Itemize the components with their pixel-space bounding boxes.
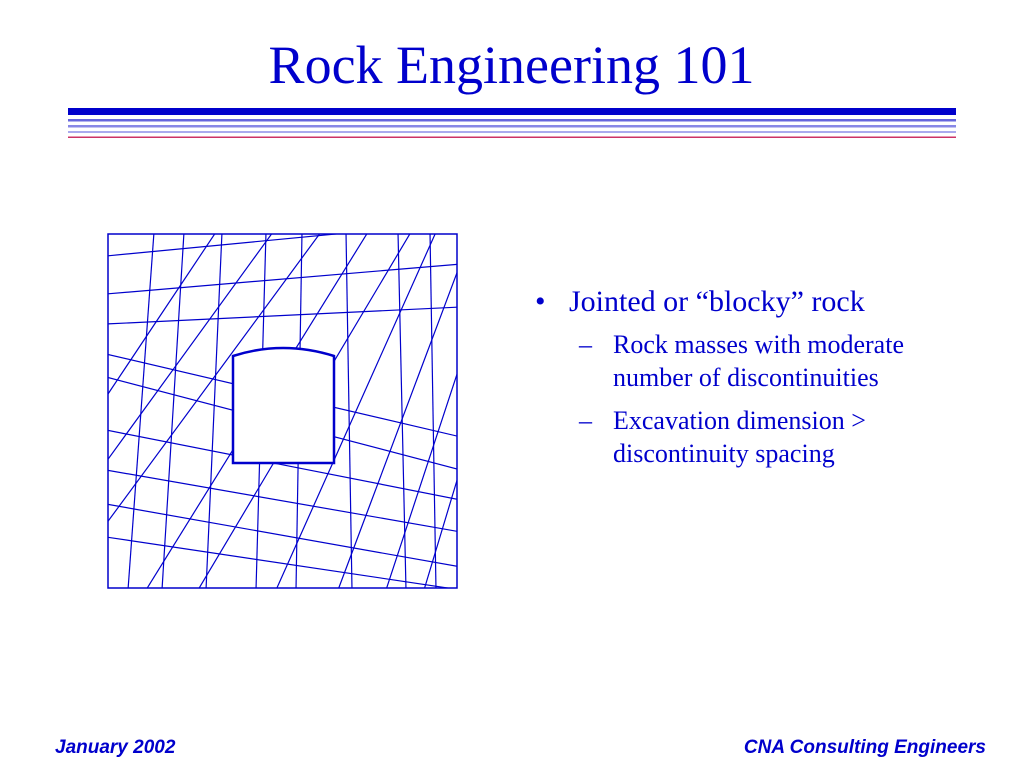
slide-title: Rock Engineering 101 [268, 35, 755, 95]
sub-bullet-text: Rock masses with moderate number of discontinuities [613, 330, 904, 392]
sub-bullet-symbol: – [579, 406, 592, 435]
excavation-opening [233, 348, 334, 463]
footer-company: CNA Consulting Engineers [743, 737, 986, 758]
title-underline-rules [68, 108, 956, 140]
jointed-rock-diagram [106, 232, 461, 590]
rule-light-3 [68, 131, 956, 133]
sub-bullet-text: Excavation dimension > discontinuity spacing [613, 406, 866, 468]
sub-bullet-item [579, 328, 955, 394]
sub-bullet-item [579, 404, 955, 470]
bullet-content [535, 284, 955, 480]
rule-light-1 [68, 119, 956, 122]
bullet-symbol: • [535, 285, 546, 318]
sub-bullet-list [535, 328, 955, 470]
sub-bullet-symbol: – [579, 330, 592, 359]
footer-date: January 2002 [55, 737, 176, 758]
rule-accent [68, 137, 956, 139]
bullet-item [535, 284, 955, 320]
rule-light-2 [68, 125, 956, 128]
bullet-text: Jointed or “blocky” rock [569, 285, 865, 318]
rule-thick [68, 108, 956, 115]
